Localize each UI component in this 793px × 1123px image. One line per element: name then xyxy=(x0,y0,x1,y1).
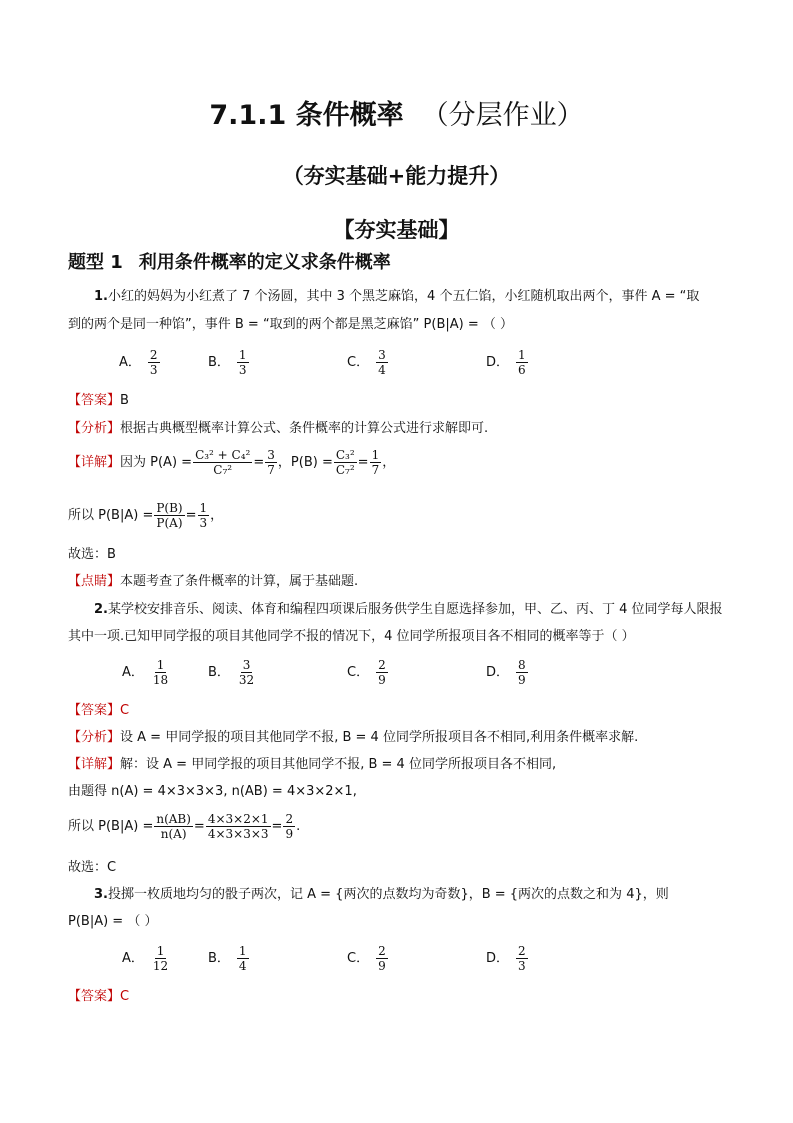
q2-line1 xyxy=(94,601,723,619)
option-fraction: $\frac{1}{3}$ xyxy=(238,348,247,377)
detail-text: 解：设 A = 甲同学报的项目其他同学不报, B = 4 位同学所报项目各不相同, xyxy=(120,757,557,772)
q2-so xyxy=(68,812,300,841)
q1-choose: 故选：B xyxy=(68,547,116,562)
q3-line2: P(B|A) = （ ） xyxy=(68,914,158,929)
option-fraction: $\frac{1}{18}$ xyxy=(152,658,169,687)
q3-answer xyxy=(68,988,129,1006)
so-fraction: $\frac{P(B)}{P(A)}$ xyxy=(156,501,183,530)
pb-prefix: ，P(B) = xyxy=(277,454,333,470)
so-prefix: 所以 P(B|A) = xyxy=(68,818,154,834)
answer-tag: 【答案】 xyxy=(68,703,121,718)
q1-comment xyxy=(68,573,358,591)
q1-text-line1: 小红的妈妈为小红煮了 7 个汤圆，其中 3 个黑芝麻馅，4 个五仁馅，小红随机取出两个，事件 A = “取 xyxy=(107,289,700,304)
equals: = xyxy=(185,507,197,523)
answer-tag: 【答案】 xyxy=(68,989,121,1004)
pa-fraction: $\frac{\text{C₃² + C₄²}}{\text{C₇²}}$ xyxy=(195,448,251,477)
option-fraction: $\frac{2}{3}$ xyxy=(149,348,158,377)
q3-line1 xyxy=(94,886,669,904)
q2-option-c[interactable] xyxy=(347,658,389,687)
q1-answer xyxy=(68,392,129,410)
q1-line2: 到的两个是同一种馅”，事件 B = “取到的两个都是黑芝麻馅” P(B|A) = （ ） xyxy=(68,317,514,332)
topic-heading xyxy=(68,248,391,274)
q2-text-line1: 某学校安排音乐、阅读、体育和编程四项课后服务供学生自愿选择参加，甲、乙、丙、丁 4 位同学每人限报 xyxy=(107,602,723,617)
option-label: C． xyxy=(347,951,370,966)
q2-option-a[interactable] xyxy=(122,658,171,687)
analysis-tag: 【分析】 xyxy=(68,730,121,745)
option-label: D． xyxy=(486,355,510,370)
detail-tag: 【详解】 xyxy=(68,757,121,772)
q1-option-d[interactable] xyxy=(486,348,529,377)
analysis-text: 根据古典概型概率计算公式、条件概率的计算公式进行求解即可. xyxy=(120,421,489,436)
q2-line2: 其中一项.已知甲同学报的项目其他同学不报的情况下，4 位同学所报项目各不相同的概率等于（ ） xyxy=(68,629,635,644)
so-value: $\frac{2}{9}$ xyxy=(285,812,294,841)
q2-analysis xyxy=(68,729,638,747)
analysis-text: 设 A = 甲同学报的项目其他同学不报, B = 4 位同学所报项目各不相同,利用条件概率求解. xyxy=(120,730,639,745)
option-fraction: $\frac{2}{9}$ xyxy=(378,658,386,687)
q1-option-b[interactable] xyxy=(208,348,250,377)
option-label: A． xyxy=(122,951,144,966)
analysis-tag: 【分析】 xyxy=(68,421,121,436)
answer-value: C xyxy=(120,703,130,718)
detail-tag: 【详解】 xyxy=(68,454,121,470)
option-label: B． xyxy=(208,665,230,680)
so-value: $\frac{1}{3}$ xyxy=(199,501,208,530)
equals: = xyxy=(193,818,205,834)
page-subtitle: （夯实基础+能力提升） xyxy=(282,164,511,188)
pa-value: $\frac{3}{7}$ xyxy=(267,448,275,477)
section-heading: 【夯实基础】 xyxy=(333,218,460,242)
pb-value: $\frac{1}{7}$ xyxy=(371,448,380,477)
option-fraction: $\frac{2}{9}$ xyxy=(378,944,386,973)
option-label: B． xyxy=(208,951,230,966)
option-fraction: $\frac{8}{9}$ xyxy=(518,658,526,687)
answer-tag: 【答案】 xyxy=(68,393,121,408)
q3-option-d[interactable] xyxy=(486,944,529,973)
title-sub: （分层作业） xyxy=(421,100,584,131)
q2-number: 2. xyxy=(94,602,108,617)
q2-from: 由题得 n(A) = 4×3×3×3, n(AB) = 4×3×2×1, xyxy=(68,784,357,799)
so-prefix: 所以 P(B|A) = xyxy=(68,507,154,523)
detail-prefix: 因为 P(A) = xyxy=(120,454,193,470)
q1-option-c[interactable] xyxy=(347,348,389,377)
title-main: 7.1.1 条件概率 xyxy=(209,100,404,131)
q1-line1 xyxy=(94,288,699,306)
option-label: A． xyxy=(119,355,141,370)
comment-text: 本题考查了条件概率的计算，属于基础题. xyxy=(120,574,359,589)
equals: = xyxy=(253,454,265,470)
q3-option-b[interactable] xyxy=(208,944,250,973)
option-fraction: $\frac{2}{3}$ xyxy=(518,944,526,973)
option-fraction: $\frac{1}{4}$ xyxy=(238,944,247,973)
pb-fraction: $\frac{\text{C₃²}}{\text{C₇²}}$ xyxy=(335,448,355,477)
q2-option-d[interactable] xyxy=(486,658,529,687)
q2-option-b[interactable] xyxy=(208,658,257,687)
q1-detail xyxy=(68,448,395,477)
q1-option-a[interactable] xyxy=(119,348,161,377)
detail-end: ， xyxy=(382,454,396,470)
q1-so xyxy=(68,501,223,530)
option-label: A． xyxy=(122,665,144,680)
option-label: C． xyxy=(347,355,370,370)
answer-value: C xyxy=(120,989,130,1004)
so-end: ， xyxy=(210,507,224,523)
so-end: . xyxy=(296,818,301,834)
q2-detail xyxy=(68,756,556,774)
equals: = xyxy=(271,818,283,834)
q1-analysis xyxy=(68,420,488,438)
option-label: B． xyxy=(208,355,230,370)
page-title xyxy=(0,93,793,132)
topic-label: 题型 1 xyxy=(68,252,123,273)
q3-text-line1: 投掷一枚质地均匀的骰子两次，记 A = {两次的点数均为奇数}，B = {两次的点数之和为 4}，则 xyxy=(107,887,669,902)
option-label: D． xyxy=(486,665,510,680)
option-fraction: $\frac{1}{12}$ xyxy=(152,944,169,973)
q2-answer xyxy=(68,702,129,720)
q3-option-c[interactable] xyxy=(347,944,389,973)
option-label: D． xyxy=(486,951,510,966)
comment-tag: 【点睛】 xyxy=(68,574,121,589)
option-fraction: $\frac{1}{6}$ xyxy=(518,348,526,377)
equals: = xyxy=(357,454,369,470)
so-fraction: $\frac{n(AB)}{n(A)}$ xyxy=(156,812,191,841)
so-mid-fraction: $\frac{4\times 3\times 2\times 1}{4\times 3\times 3\times 3}$ xyxy=(207,812,269,841)
option-label: C． xyxy=(347,665,370,680)
option-fraction: $\frac{3}{4}$ xyxy=(378,348,386,377)
q1-number: 1. xyxy=(94,289,108,304)
option-fraction: $\frac{3}{32}$ xyxy=(238,658,255,687)
topic-text: 利用条件概率的定义求条件概率 xyxy=(138,252,391,273)
q3-number: 3. xyxy=(94,887,108,902)
q3-option-a[interactable] xyxy=(122,944,171,973)
q2-choose: 故选：C xyxy=(68,860,117,875)
answer-value: B xyxy=(120,393,129,408)
